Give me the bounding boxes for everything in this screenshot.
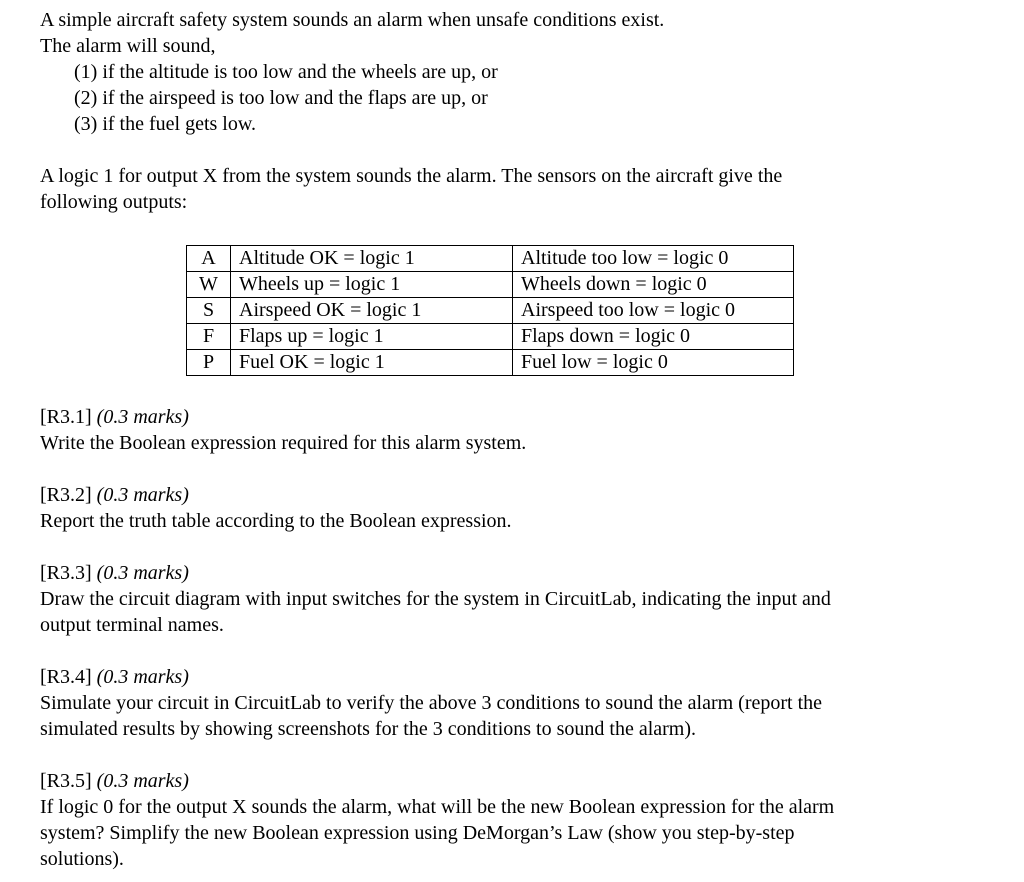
output-description-line-2: following outputs: bbox=[40, 191, 188, 213]
task-r3-4 bbox=[40, 664, 1000, 742]
sensor-fault-value: Altitude too low = logic 0 bbox=[513, 246, 794, 272]
spacer bbox=[40, 534, 1000, 560]
spacer bbox=[40, 376, 1000, 404]
spacer bbox=[40, 742, 1000, 768]
sensor-ok-value: Flaps up = logic 1 bbox=[231, 324, 513, 350]
task-text: Write the Boolean expression required for this alarm system. bbox=[40, 432, 527, 454]
sensor-code: S bbox=[187, 298, 231, 324]
task-id: [R3.5] bbox=[40, 770, 92, 792]
sensor-fault-value: Fuel low = logic 0 bbox=[513, 350, 794, 376]
sensor-fault-value: Airspeed too low = logic 0 bbox=[513, 298, 794, 324]
task-text: Draw the circuit diagram with input switches for the system in CircuitLab, indicating the input and bbox=[40, 588, 831, 610]
task-marks: (0.3 marks) bbox=[96, 406, 189, 428]
sensor-code: W bbox=[187, 272, 231, 298]
document-page bbox=[40, 7, 1000, 872]
task-heading bbox=[40, 404, 1000, 430]
task-text: output terminal names. bbox=[40, 614, 224, 636]
intro-line-2: The alarm will sound, bbox=[40, 35, 216, 57]
sensor-table bbox=[186, 245, 794, 376]
table-row bbox=[187, 298, 794, 324]
sensor-ok-value: Airspeed OK = logic 1 bbox=[231, 298, 513, 324]
sensor-code: F bbox=[187, 324, 231, 350]
output-description-line-1: A logic 1 for output X from the system sounds the alarm. The sensors on the aircraft give the bbox=[40, 165, 783, 187]
condition-1: (1) if the altitude is too low and the wheels are up, or bbox=[74, 61, 498, 83]
spacer bbox=[40, 137, 1000, 163]
task-id: [R3.1] bbox=[40, 406, 92, 428]
condition-3: (3) if the fuel gets low. bbox=[74, 113, 256, 135]
task-marks: (0.3 marks) bbox=[96, 484, 189, 506]
sensor-fault-value: Flaps down = logic 0 bbox=[513, 324, 794, 350]
task-text: Report the truth table according to the Boolean expression. bbox=[40, 510, 512, 532]
task-r3-1 bbox=[40, 404, 1000, 456]
sensor-code: A bbox=[187, 246, 231, 272]
sensor-ok-value: Altitude OK = logic 1 bbox=[231, 246, 513, 272]
sensor-code: P bbox=[187, 350, 231, 376]
sensor-ok-value: Fuel OK = logic 1 bbox=[231, 350, 513, 376]
task-text: simulated results by showing screenshots for the 3 conditions to sound the alarm). bbox=[40, 718, 697, 740]
task-id: [R3.2] bbox=[40, 484, 92, 506]
spacer bbox=[40, 456, 1000, 482]
task-r3-2 bbox=[40, 482, 1000, 534]
task-heading bbox=[40, 482, 1000, 508]
task-text: If logic 0 for the output X sounds the alarm, what will be the new Boolean expression for the alarm bbox=[40, 796, 835, 818]
sensor-fault-value: Wheels down = logic 0 bbox=[513, 272, 794, 298]
task-text: system? Simplify the new Boolean expression using DeMorgan’s Law (show you step-by-step bbox=[40, 822, 795, 844]
task-r3-3 bbox=[40, 560, 1000, 638]
task-heading bbox=[40, 664, 1000, 690]
task-id: [R3.3] bbox=[40, 562, 92, 584]
sensor-ok-value: Wheels up = logic 1 bbox=[231, 272, 513, 298]
table-row bbox=[187, 246, 794, 272]
spacer bbox=[40, 638, 1000, 664]
intro-line-1: A simple aircraft safety system sounds an alarm when unsafe conditions exist. bbox=[40, 9, 665, 31]
task-heading bbox=[40, 560, 1000, 586]
table-row bbox=[187, 350, 794, 376]
task-id: [R3.4] bbox=[40, 666, 92, 688]
condition-2: (2) if the airspeed is too low and the flaps are up, or bbox=[74, 87, 488, 109]
task-marks: (0.3 marks) bbox=[96, 666, 189, 688]
task-marks: (0.3 marks) bbox=[96, 770, 189, 792]
task-heading bbox=[40, 768, 1000, 794]
table-row bbox=[187, 324, 794, 350]
alarm-conditions-list bbox=[74, 59, 1000, 137]
task-marks: (0.3 marks) bbox=[96, 562, 189, 584]
task-text: Simulate your circuit in CircuitLab to verify the above 3 conditions to sound the alarm (report the bbox=[40, 692, 823, 714]
task-r3-5 bbox=[40, 768, 1000, 872]
table-row bbox=[187, 272, 794, 298]
task-text: solutions). bbox=[40, 848, 124, 870]
